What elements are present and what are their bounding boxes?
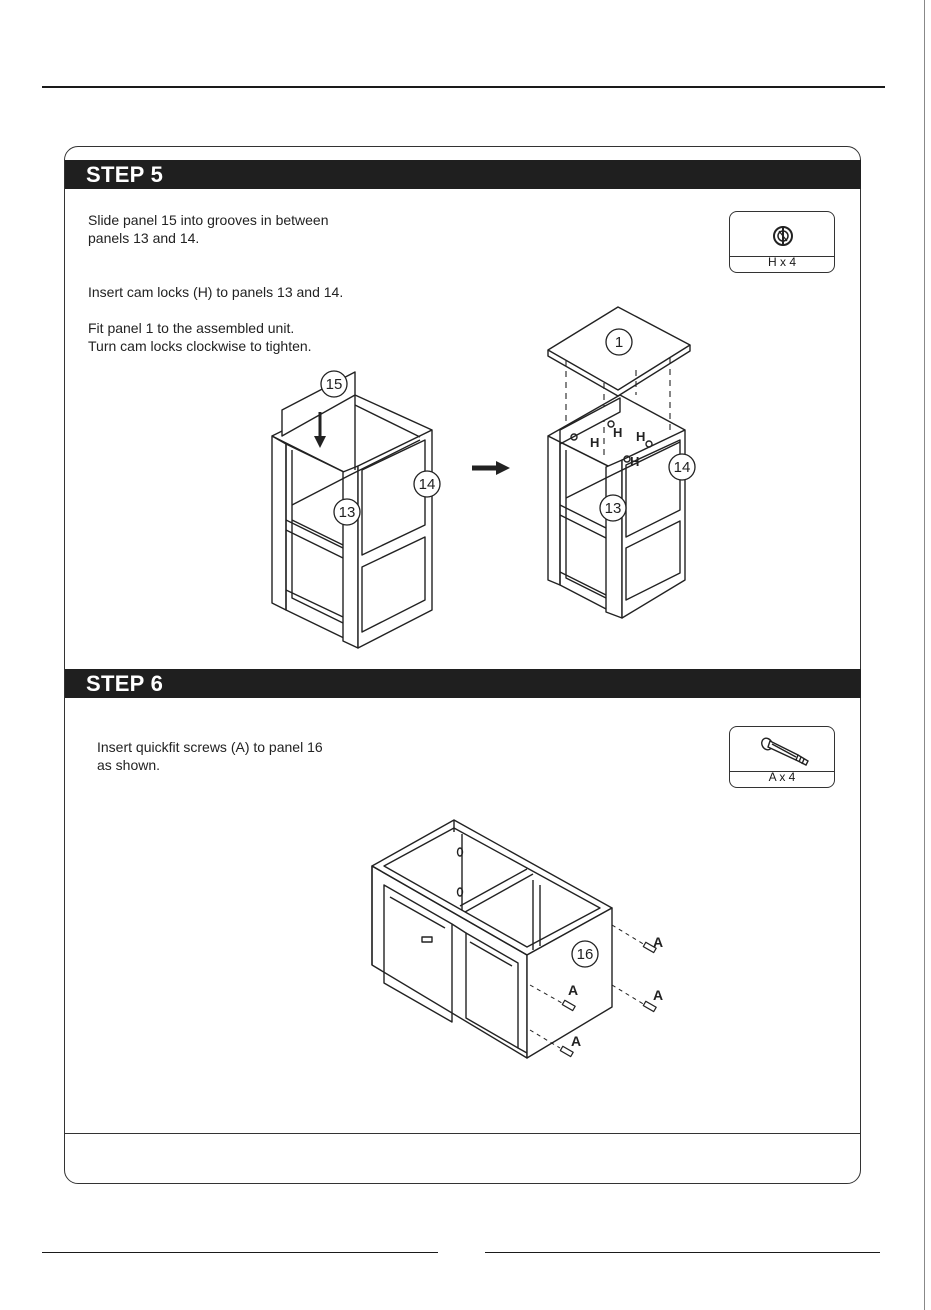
step5-text-2: panels 13 and 14. bbox=[88, 230, 200, 246]
step5-hardware-label: H x 4 bbox=[767, 255, 796, 269]
cam-label-2: H bbox=[613, 425, 623, 440]
label-panel-13b: 13 bbox=[604, 500, 622, 517]
step6-text-1: Insert quickfit screws (A) to panel 16 bbox=[97, 739, 323, 755]
step6-text-2: as shown. bbox=[97, 757, 161, 773]
step6-hardware-box bbox=[729, 726, 835, 788]
label-panel-14b: 14 bbox=[673, 459, 691, 476]
label-panel-1: 1 bbox=[614, 334, 624, 351]
bottom-rule-right bbox=[485, 1252, 880, 1253]
label-panel-13: 13 bbox=[338, 504, 356, 521]
quickfit-screw-icon bbox=[758, 735, 814, 767]
step5-hardware-box bbox=[729, 211, 835, 273]
step5-diagram bbox=[260, 334, 720, 660]
label-panel-14: 14 bbox=[418, 476, 436, 493]
bottom-rule-left bbox=[42, 1252, 438, 1253]
step6-title: STEP 6 bbox=[86, 671, 164, 696]
step5-text-5: Turn cam locks clockwise to tighten. bbox=[88, 338, 312, 354]
step5-text-4: Fit panel 1 to the assembled unit. bbox=[88, 320, 295, 336]
screw-label-2: A bbox=[653, 987, 664, 1003]
screw-label-4: A bbox=[571, 1033, 582, 1049]
screw-label-1: A bbox=[653, 934, 664, 950]
cam-lock-icon bbox=[770, 223, 796, 249]
cam-label-1: H bbox=[590, 435, 600, 450]
label-panel-15: 15 bbox=[325, 376, 343, 393]
step6-header bbox=[65, 669, 861, 698]
step5-text-3: Insert cam locks (H) to panels 13 and 14. bbox=[88, 284, 344, 300]
step5-header bbox=[65, 160, 861, 189]
page-edge bbox=[924, 0, 925, 1310]
step6-diagram bbox=[360, 810, 680, 1070]
step6-hardware-label: A x 4 bbox=[768, 770, 796, 784]
label-panel-16: 16 bbox=[576, 946, 594, 963]
step5-text-1: Slide panel 15 into grooves in between bbox=[88, 212, 329, 228]
header-rule bbox=[42, 86, 885, 88]
footer-separator bbox=[65, 1133, 860, 1134]
screw-label-3: A bbox=[568, 982, 579, 998]
cam-label-4: H bbox=[630, 454, 640, 469]
step5-title: STEP 5 bbox=[86, 162, 164, 187]
cam-label-3: H bbox=[636, 429, 646, 444]
